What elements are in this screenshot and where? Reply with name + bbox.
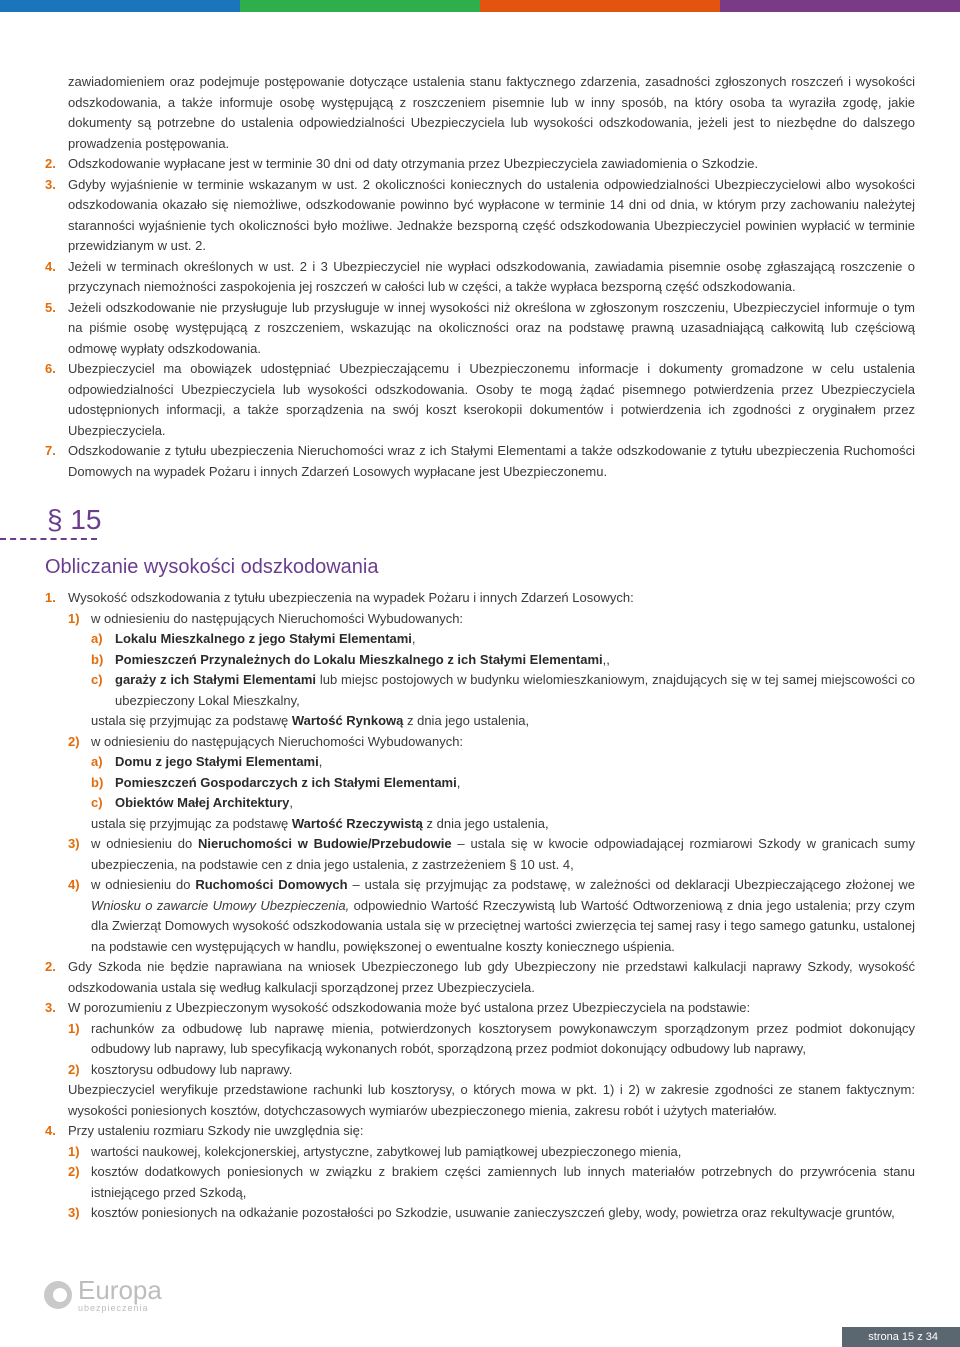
letter: a) [91, 631, 103, 646]
text: Jeżeli w terminach określonych w ust. 2 i 3 Ubezpieczyciel nie wypłaci odszkodowania, zawiadamia pisemnie osobę zgłaszającą roszczenie o przyczynach niemożności zaspokojenia jej roszczeń w całości lub w części, a także wypłaca bezsporną część odszkodowania. [68, 258, 915, 294]
text: w odniesieniu do następujących Nieruchomości Wybudowanych: [91, 733, 464, 749]
bold-term: Ruchomości Domowych [195, 877, 348, 892]
s3-item-2 [45, 1060, 915, 1081]
bar-green [240, 0, 480, 12]
s1-item-3 [45, 834, 915, 875]
section-heading [45, 504, 915, 580]
number: 1. [45, 590, 56, 605]
text: Wysokość odszkodowania z tytułu ubezpieczenia na wypadek Pożaru i innych Zdarzeń Losowych: [68, 590, 634, 605]
text: z dnia jego ustalenia, [422, 815, 549, 831]
bold-term: Domu z jego Stałymi Elementami [115, 754, 319, 769]
text: rachunków za odbudowę lub naprawę mienia, potwierdzonych kosztorysem powykonawczym sporządzonym przez podmiot dokonujący odbudowy lub naprawy, lub specyfikacją wykonanych robót, sporządzoną przez podmiot dokonujący odbudowy lub naprawy, [91, 1020, 915, 1056]
text: Odszkodowanie wypłacane jest w terminie 30 dni od daty otrzymania przez Ubezpieczyciela zawiadomienia o Szkodzie. [68, 156, 759, 171]
paragraph-5 [45, 298, 915, 360]
logo-text [78, 1277, 162, 1313]
number: 3) [68, 836, 80, 851]
text: , [289, 795, 293, 810]
number: 3. [45, 1000, 56, 1015]
text: lub miejsc postojowych w budynku wielomieszkaniowym, znajdujących się w tej samej miejscowości co ubezpieczony Lokal Mieszkalny, [115, 672, 915, 708]
s1-item-1-basis [45, 711, 915, 732]
text: – ustala się w kwocie odpowiadającej rozmiarowi Szkody w granicach sumy ubezpieczenia, na podstawie cen z dnia jego ustalenia, z zastrzeżeniem § 10 ust. 4, [91, 836, 916, 872]
paragraph-7 [45, 441, 915, 482]
paragraph-4 [45, 257, 915, 298]
text: kosztów poniesionych na odkażanie pozostałości po Szkodzie, usuwanie zanieczyszczeń gleby, wody, powietrza oraz rekultywacje gruntów, [91, 1205, 895, 1220]
page-number: strona 15 z 34 [868, 1331, 938, 1343]
logo-word: Europa [78, 1275, 162, 1305]
text: odpowiednio Wartość Rzeczywistą lub Wartość Odtworzeniową z dnia jego ustalenia; przy czym dla Zwierząt Domowych wysokość odszkodowania ustala się w przeciętnej wartości zwierzęcia tej samej rasy i tego samego gatunku, ustalonej na podstawie cen występujących w handlu, powiększonej o ewentualne koszty koniecznego uśpienia. [91, 897, 915, 954]
bold-term: Lokalu Mieszkalnego z jego Stałymi Elementami [115, 631, 412, 646]
paragraph-1-continued: zawiadomieniem oraz podejmuje postępowanie dotyczące ustalenia stanu faktycznego zdarzenia, zasadności zgłoszonych roszczeń i wysokości odszkodowania, a także informuje osobę występującą z roszczeniem pisemnie lub w inny sposób, na który osoba ta wyraziła zgodę, jakie dokumenty są potrzebne do ustalenia odpowiedzialności Ubezpieczyciela lub wysokości odszkodowania, jeżeli jest to niezbędne do dalszego prowadzenia postępowania. [68, 74, 915, 151]
number: 6. [45, 361, 56, 376]
text: Przy ustaleniu rozmiaru Szkody nie uwzględnia się: [68, 1123, 364, 1138]
s1-item-2 [45, 732, 915, 753]
s1-item-4 [45, 875, 915, 957]
text: Jeżeli odszkodowanie nie przysługuje lub przysługuje w innej wysokości niż określona w zgłoszonym roszczeniu, Ubezpieczyciel informuje o tym na piśmie osobę występującą z roszczeniem, wskazując na okoliczności oraz na podstawę prawną uzasadniającą całkowitą lub częściową odmowę wypłaty odszkodowania. [68, 299, 915, 356]
paragraph-2 [45, 154, 915, 175]
s1-item-2-basis [45, 814, 915, 835]
s2 [45, 957, 915, 998]
page-number-box [842, 1327, 960, 1347]
bold-term: Pomieszczeń Przynależnych do Lokalu Mieszkalnego z ich Stałymi Elementami [115, 651, 603, 667]
s3 [45, 998, 915, 1019]
s1-item-1b [45, 650, 915, 671]
s1-item-2b [45, 773, 915, 794]
bold-term: Pomieszczeń Gospodarczych z ich Stałymi Elementami [115, 774, 457, 790]
logo-subtitle: ubezpieczenia [78, 1303, 149, 1313]
text: , [318, 754, 323, 769]
number: 3. [45, 176, 56, 192]
bold-term: Wartość Rynkową [291, 713, 404, 728]
number: 5. [45, 299, 56, 315]
text: W porozumieniu z Ubezpieczonym wysokość odszkodowania może być ustalona przez Ubezpieczyciela na podstawie: [68, 1000, 751, 1015]
text: ,, [602, 651, 610, 667]
text: Odszkodowanie z tytułu ubezpieczenia Nieruchomości wraz z ich Stałymi Elementami a także odszkodowanie z tytułu ubezpieczenia Ruchomości Domowych na wypadek Pożaru i innych Zdarzeń Losowych wypłacane jest Ubezpieczonemu. [68, 443, 915, 479]
italic-term: Wniosku o zawarcie Umowy Ubezpieczenia, [91, 897, 350, 913]
letter: c) [91, 672, 103, 687]
text: kosztów dodatkowych poniesionych w związku z brakiem części zamiennych lub innych materiałów potrzebnych do przywrócenia stanu istniejącego przed Szkodą, [91, 1164, 915, 1200]
letter: a) [91, 754, 103, 769]
bar-blue [0, 0, 240, 12]
number: 2) [68, 733, 80, 749]
bold-term: Obiektów Małej Architektury [115, 795, 290, 810]
bold-term: Wartość Rzeczywistą [291, 815, 423, 831]
letter: c) [91, 795, 103, 810]
text: – ustala się przyjmując za podstawę, w zależności od deklaracji Ubezpieczającego złożonej we [347, 877, 915, 892]
number: 2) [68, 1061, 80, 1077]
text: wartości naukowej, kolekcjonerskiej, artystyczne, zabytkowej lub pamiątkowej ubezpieczonego mienia, [91, 1143, 682, 1159]
number: 3) [68, 1205, 80, 1220]
text: ustala się przyjmując za podstawę [91, 815, 292, 831]
number: 2. [45, 156, 56, 171]
text: Ubezpieczyciel ma obowiązek udostępniać Ubezpieczającemu i Ubezpieczonemu informacje i dokumenty gromadzone w celu ustalenia odpowiedzialności Ubezpieczyciela lub wysokości odszkodowania. Osoby te mogą żądać pisemnego potwierdzenia przez Ubezpieczyciela udostępnionych informacji, a także sporządzenia na swój koszt kserokopii dokumentów i potwierdzenia ich zgodności z oryginałem przez Ubezpieczyciela. [68, 361, 915, 438]
letter: b) [91, 774, 104, 790]
s1-item-1 [45, 609, 915, 630]
text: , [411, 631, 416, 646]
text: ustala się przyjmując za podstawę [91, 713, 292, 728]
number: 1) [68, 1143, 80, 1159]
s1-item-2a [45, 752, 915, 773]
s3-verification: Ubezpieczyciel weryfikuje przedstawione rachunki lub kosztorysy, o których mowa w pkt. 1) i 2) w zakresie zgodności ze stanem faktycznym: wysokości poniesionych kosztów, dotychczasowych wymiarów ubezpieczonego mienia, zakresu robót i użytych materiałów. [68, 1082, 915, 1118]
logo-icon [44, 1281, 72, 1309]
s1-item-2c [45, 793, 915, 814]
bold-term: garaży z ich Stałymi Elementami [115, 672, 317, 687]
s1-item-1a [45, 629, 915, 650]
bar-orange [480, 0, 720, 12]
top-color-bar [0, 0, 960, 12]
section-divider [0, 538, 97, 540]
s3-item-1 [45, 1019, 915, 1060]
s4 [45, 1121, 915, 1142]
paragraph-6 [45, 359, 915, 441]
document-body [45, 72, 915, 1224]
number: 4. [45, 1123, 56, 1138]
number: 2. [45, 959, 56, 974]
text: kosztorysu odbudowy lub naprawy. [91, 1061, 293, 1077]
europa-logo [44, 1277, 162, 1313]
paragraph-3 [45, 175, 915, 257]
text: Gdy Szkoda nie będzie naprawiana na wniosek Ubezpieczonego lub gdy Ubezpieczony nie przedstawi kalkulacji naprawy Szkody, wysokość odszkodowania ustala się według kalkulacji sporządzonej przez Ubezpieczyciela. [68, 959, 915, 995]
text: w odniesieniu do [91, 877, 196, 892]
number: 4) [68, 877, 80, 892]
bar-purple [720, 0, 960, 12]
text: z dnia jego ustalenia, [403, 713, 530, 728]
bold-term: Nieruchomości w Budowie/Przebudowie [198, 836, 452, 851]
s1 [45, 588, 915, 609]
text: , [456, 774, 461, 790]
s4-item-2 [45, 1162, 915, 1203]
text: w odniesieniu do [91, 836, 199, 851]
section-number: § 15 [47, 504, 102, 535]
text: Gdyby wyjaśnienie w terminie wskazanym w ust. 2 okoliczności koniecznych do ustalenia odpowiedzialności Ubezpieczycielowi albo wysokości odszkodowania okazało się niemożliwe, odszkodowanie powinno być wypłacone w terminie 14 dni od dnia, w którym przy zachowaniu należytej staranności wyjaśnienie tych okoliczności było możliwe. Jednakże bezsporną część odszkodowania Ubezpieczyciel powinien wypłacić w terminie przewidzianym w ust. 2. [68, 176, 915, 253]
number: 7. [45, 443, 56, 458]
s4-item-1 [45, 1142, 915, 1163]
s1-item-1c [45, 670, 915, 711]
letter: b) [91, 651, 104, 667]
number: 1) [68, 1020, 80, 1036]
number: 1) [68, 610, 80, 626]
text: w odniesieniu do następujących Nieruchomości Wybudowanych: [91, 610, 464, 626]
s4-item-3 [45, 1203, 915, 1224]
number: 2) [68, 1164, 80, 1179]
section-title: Obliczanie wysokości odszkodowania [45, 556, 379, 578]
number: 4. [45, 258, 56, 274]
